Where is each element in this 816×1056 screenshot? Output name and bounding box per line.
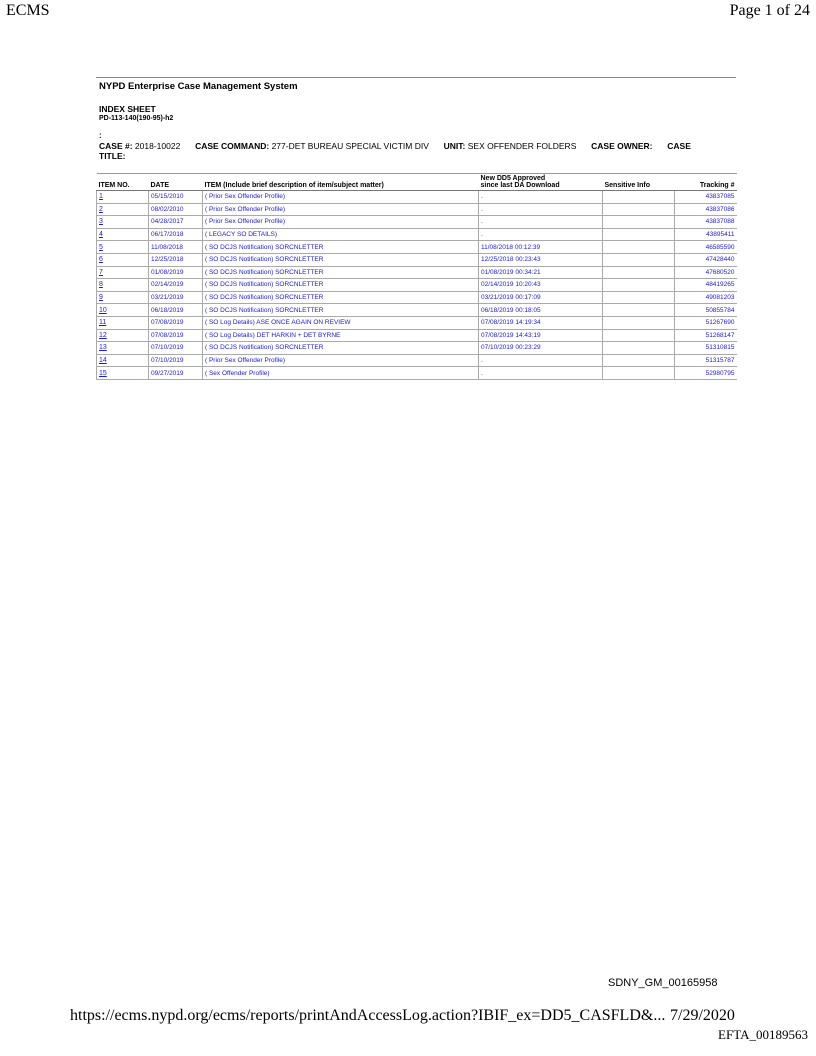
cell-date: 04/28/2017 <box>149 216 203 229</box>
print-date: 7/29/2020 <box>670 1007 735 1024</box>
cell-tracking-number: 52980795 <box>675 367 737 380</box>
item-number-link[interactable]: 8 <box>99 281 103 289</box>
cell-item-no <box>97 203 149 216</box>
item-number-link[interactable]: 15 <box>99 369 107 377</box>
cell-date: 07/08/2019 <box>149 329 203 342</box>
cell-sensitive-info <box>603 304 675 317</box>
cell-date: 07/10/2019 <box>149 354 203 367</box>
cell-sensitive-info <box>603 279 675 292</box>
case-command: 277-DET BUREAU SPECIAL VICTIM DIV <box>271 141 429 151</box>
table-row <box>97 216 737 229</box>
cell-tracking-number: 49081203 <box>675 291 737 304</box>
cell-date: 01/08/2019 <box>149 266 203 279</box>
case-info-line <box>99 141 736 151</box>
cell-dd5-approved: . <box>479 203 603 216</box>
cell-sensitive-info <box>603 241 675 254</box>
form-code: PD-113-140(190-95)-h2 <box>99 115 174 122</box>
cell-date: 07/10/2019 <box>149 342 203 355</box>
table-row <box>97 266 737 279</box>
cell-item-no <box>97 216 149 229</box>
item-number-link[interactable]: 11 <box>99 319 107 327</box>
col-header-tracking: Tracking # <box>675 174 737 191</box>
cell-dd5-approved: 02/14/2019 10:20:43 <box>479 279 603 292</box>
cell-dd5-approved: 11/08/2018 00:12:39 <box>479 241 603 254</box>
cell-dd5-approved: 07/08/2019 14:19:34 <box>479 316 603 329</box>
cell-item-description: ( SO DCJS Notification) SORCNLETTER <box>203 291 479 304</box>
cell-item-description: ( SO DCJS Notification) SORCNLETTER <box>203 342 479 355</box>
cell-item-description: ( SO DCJS Notification) SORCNLETTER <box>203 241 479 254</box>
efta-number: EFTA_00189563 <box>718 1027 808 1042</box>
cell-item-description: ( SO DCJS Notification) SORCNLETTER <box>203 304 479 317</box>
table-row <box>97 304 737 317</box>
item-number-link[interactable]: 2 <box>99 205 103 213</box>
cell-item-no <box>97 304 149 317</box>
cell-item-description: ( SO DCJS Notification) SORCNLETTER <box>203 266 479 279</box>
cell-tracking-number: 43837088 <box>675 216 737 229</box>
cell-dd5-approved: 07/10/2019 00:23:29 <box>479 342 603 355</box>
cell-date: 02/14/2019 <box>149 279 203 292</box>
cell-dd5-approved: . <box>479 367 603 380</box>
case-owner-label: CASE OWNER: <box>591 141 653 151</box>
cell-tracking-number: 43837086 <box>675 203 737 216</box>
cell-sensitive-info <box>603 316 675 329</box>
unit-value: SEX OFFENDER FOLDERS <box>467 141 577 151</box>
cell-date: 05/15/2010 <box>149 191 203 204</box>
cell-sensitive-info <box>603 253 675 266</box>
print-header-left: ECMS <box>6 2 50 19</box>
unit-label: UNIT: <box>443 141 466 151</box>
cell-item-description: ( Prior Sex Offender Profile) <box>203 203 479 216</box>
cell-item-description: ( Prior Sex Offender Profile) <box>203 354 479 367</box>
cell-item-no <box>97 329 149 342</box>
item-number-link[interactable]: 4 <box>99 231 103 239</box>
cell-date: 08/02/2010 <box>149 203 203 216</box>
index-table <box>96 173 737 380</box>
cell-item-no <box>97 342 149 355</box>
cell-tracking-number: 47428440 <box>675 253 737 266</box>
cell-sensitive-info <box>603 291 675 304</box>
col-header-dd5-line1: New DD5 Approved <box>480 175 546 182</box>
item-number-link[interactable]: 6 <box>99 256 103 264</box>
cell-sensitive-info <box>603 367 675 380</box>
item-number-link[interactable]: 5 <box>99 243 103 251</box>
table-row <box>97 228 737 241</box>
cell-date: 07/08/2019 <box>149 316 203 329</box>
col-header-date: DATE <box>149 174 203 191</box>
item-number-link[interactable]: 3 <box>99 218 103 226</box>
item-number-link[interactable]: 9 <box>99 294 103 302</box>
cell-item-no <box>97 253 149 266</box>
item-number-link[interactable]: 10 <box>99 306 107 314</box>
cell-item-no <box>97 241 149 254</box>
cell-date: 03/21/2019 <box>149 291 203 304</box>
page-count: Page 1 of 24 <box>729 2 810 19</box>
table-row <box>97 279 737 292</box>
table-row <box>97 316 737 329</box>
cell-tracking-number: 51268147 <box>675 329 737 342</box>
col-header-sensitive: Sensitive Info <box>603 174 675 191</box>
cell-sensitive-info <box>603 354 675 367</box>
col-header-dd5-line2: since last DA Download <box>480 182 560 189</box>
cell-dd5-approved: . <box>479 191 603 204</box>
table-row <box>97 253 737 266</box>
print-url: https://ecms.nypd.org/ecms/reports/printAndAccessLog.action?IBIF_ex=DD5_CASFLD&... <box>70 1007 666 1024</box>
system-name: NYPD Enterprise Case Management System <box>99 81 298 92</box>
cell-item-description: ( SO Log Details) ASE ONCE AGAIN ON REVIEW <box>203 316 479 329</box>
item-number-link[interactable]: 14 <box>99 357 107 365</box>
table-row <box>97 367 737 380</box>
table-header-row <box>97 174 737 191</box>
cell-date: 06/17/2018 <box>149 228 203 241</box>
cell-sensitive-info <box>603 216 675 229</box>
cell-tracking-number: 48419265 <box>675 279 737 292</box>
cell-date: 12/25/2018 <box>149 253 203 266</box>
cell-item-description: ( LEGACY SO DETAILS) <box>203 228 479 241</box>
col-header-dd5 <box>479 174 603 191</box>
item-number-link[interactable]: 12 <box>99 331 107 339</box>
cell-item-no <box>97 291 149 304</box>
case-title-label-part1: CASE <box>667 141 691 151</box>
cell-tracking-number: 46585590 <box>675 241 737 254</box>
cell-tracking-number: 47680520 <box>675 266 737 279</box>
table-row <box>97 203 737 216</box>
cell-item-description: ( SO DCJS Notification) SORCNLETTER <box>203 253 479 266</box>
cell-dd5-approved: 12/25/2018 00:23:43 <box>479 253 603 266</box>
item-number-link[interactable]: 13 <box>99 344 107 352</box>
cell-item-description: ( Prior Sex Offender Profile) <box>203 216 479 229</box>
index-sheet-title: INDEX SHEET <box>99 104 156 114</box>
cell-dd5-approved: 01/08/2019 00:34:21 <box>479 266 603 279</box>
cell-dd5-approved: . <box>479 228 603 241</box>
cell-tracking-number: 51267690 <box>675 316 737 329</box>
cell-tracking-number: 51315787 <box>675 354 737 367</box>
cell-item-no <box>97 228 149 241</box>
index-sheet-report <box>96 77 736 380</box>
case-command-label: CASE COMMAND: <box>195 141 270 151</box>
cell-sensitive-info <box>603 191 675 204</box>
cell-sensitive-info <box>603 203 675 216</box>
cell-item-no <box>97 367 149 380</box>
col-header-item: ITEM (Include brief description of item/subject matter) <box>203 174 479 191</box>
cell-dd5-approved: . <box>479 216 603 229</box>
cell-tracking-number: 50855784 <box>675 304 737 317</box>
case-number: 2018-10022 <box>134 141 181 151</box>
cell-sensitive-info <box>603 342 675 355</box>
cell-dd5-approved: 06/18/2019 00:18:05 <box>479 304 603 317</box>
table-row <box>97 191 737 204</box>
cell-item-description: ( SO Log Details) DET HARKIN + DET BYRNE <box>203 329 479 342</box>
table-row <box>97 342 737 355</box>
cell-tracking-number: 43837085 <box>675 191 737 204</box>
cell-tracking-number: 51310815 <box>675 342 737 355</box>
cell-dd5-approved: 07/08/2019 14:43:19 <box>479 329 603 342</box>
cell-dd5-approved: 03/21/2019 00:17:09 <box>479 291 603 304</box>
cell-item-no <box>97 279 149 292</box>
cell-date: 06/18/2019 <box>149 304 203 317</box>
table-row <box>97 329 737 342</box>
cell-item-description: ( SO DCJS Notification) SORCNLETTER <box>203 279 479 292</box>
case-number-label: CASE #: <box>99 141 133 151</box>
col-header-item-no: ITEM NO. <box>97 174 149 191</box>
cell-item-no <box>97 354 149 367</box>
top-divider <box>96 77 736 78</box>
table-row <box>97 241 737 254</box>
case-title-label-part2: TITLE: <box>99 151 126 161</box>
item-number-link[interactable]: 7 <box>99 268 103 276</box>
cell-item-description: ( Sex Offender Profile) <box>203 367 479 380</box>
cell-dd5-approved: . <box>479 354 603 367</box>
cell-sensitive-info <box>603 329 675 342</box>
cell-item-no <box>97 316 149 329</box>
cell-item-no <box>97 191 149 204</box>
cell-date: 09/27/2019 <box>149 367 203 380</box>
colon-marker: : <box>99 131 102 140</box>
cell-tracking-number: 43895411 <box>675 228 737 241</box>
item-number-link[interactable]: 1 <box>99 193 103 201</box>
cell-date: 11/08/2018 <box>149 241 203 254</box>
cell-sensitive-info <box>603 228 675 241</box>
cell-sensitive-info <box>603 266 675 279</box>
cell-item-no <box>97 266 149 279</box>
table-row <box>97 354 737 367</box>
bates-number: SDNY_GM_00165958 <box>608 977 718 989</box>
table-row <box>97 291 737 304</box>
cell-item-description: ( Prior Sex Offender Profile) <box>203 191 479 204</box>
